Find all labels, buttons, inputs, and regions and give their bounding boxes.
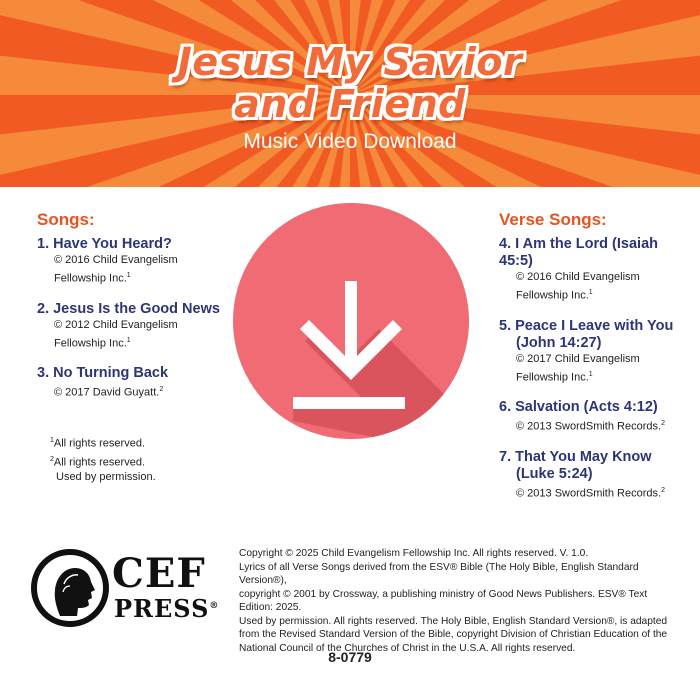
song-title-continued: (John 14:27) <box>516 334 602 351</box>
footnotes <box>50 433 230 485</box>
copyright-line: Copyright © 2025 Child Evangelism Fellowship Inc. All rights reserved. V. 1.0. <box>239 548 589 559</box>
footnote: $^1$All rights reserved. <box>50 437 145 450</box>
cef-press-logo <box>30 548 220 628</box>
header-banner <box>0 0 700 187</box>
title-line-2: and Friend <box>234 82 466 126</box>
song-item <box>499 399 689 435</box>
subtitle: Music Video Download <box>243 130 457 153</box>
song-credit: © 2016 Child Evangelism <box>516 271 640 283</box>
verse-songs-section <box>499 210 689 516</box>
song-credit: © 2017 David Guyatt.$^2$ <box>54 386 164 399</box>
song-item <box>37 301 237 352</box>
song-credit: © 2017 Child Evangelism <box>516 352 640 365</box>
copyright-line: Used by permission. All rights reserved. The Holy Bible, English Standard Version®, is adapted <box>239 615 668 627</box>
song-item <box>37 365 237 401</box>
logo-text-cef: CEF <box>112 550 206 597</box>
copyright-line: National Council of the Churches of Christ in the U.S.A. All rights reserved. <box>239 642 576 654</box>
songs-heading: Songs: <box>37 210 95 229</box>
footnote: $^2$All rights reserved. <box>50 455 145 469</box>
song-item <box>37 236 237 287</box>
title-line-1: Jesus My Savior <box>177 40 523 84</box>
song-title: 4. I Am the Lord (Isaiah 45:5) <box>499 236 658 269</box>
song-title: 7. That You May Know <box>499 448 652 465</box>
product-code: 8-0779 <box>328 649 372 665</box>
copyright-line: from the Revised Standard Version of the Bible, copyright Division of Christian Education of the <box>239 629 668 640</box>
copyright-line: Lyrics of all Verse Songs derived from the ESV® Bible (The Holy Bible, English Standard Version®), <box>239 561 639 586</box>
download-icon[interactable] <box>233 203 469 439</box>
song-credit: © 2012 Child Evangelism <box>54 318 178 331</box>
profile-head-icon <box>30 548 116 628</box>
songs-section <box>37 210 237 415</box>
song-title: 1. Have You Heard? <box>37 236 172 252</box>
song-credit: Fellowship Inc.$^1$ <box>516 289 593 302</box>
footnote: Used by permission. <box>56 471 156 484</box>
download-arrow-graphic <box>233 203 469 439</box>
song-credit: © 2013 SwordSmith Records.$^2$ <box>516 486 665 500</box>
song-title-continued: (Luke 5:24) <box>516 465 593 482</box>
song-title: 2. Jesus Is the Good News <box>37 300 220 317</box>
logo-text-press: PRESS® <box>114 594 220 623</box>
song-item <box>499 449 689 502</box>
song-title: 5. Peace I Leave with You <box>499 317 674 334</box>
copyright-block <box>239 547 679 655</box>
song-credit: Fellowship Inc.$^1$ <box>54 272 131 285</box>
song-title: 6. Salvation (Acts 4:12) <box>499 399 658 416</box>
song-item <box>499 236 689 304</box>
song-credit: © 2016 Child Evangelism <box>54 254 178 266</box>
song-title: 3. No Turning Back <box>37 365 169 382</box>
verse-songs-heading: Verse Songs: <box>499 210 607 229</box>
song-credit: © 2013 SwordSmith Records.$^2$ <box>516 420 665 433</box>
song-credit: Fellowship Inc.$^1$ <box>54 336 131 350</box>
song-item <box>499 318 689 386</box>
copyright-line: copyright © 2001 by Crossway, a publishing ministry of Good News Publishers. ESV® Text Edition: 2025. <box>239 588 648 613</box>
song-credit: Fellowship Inc.$^1$ <box>516 370 593 384</box>
